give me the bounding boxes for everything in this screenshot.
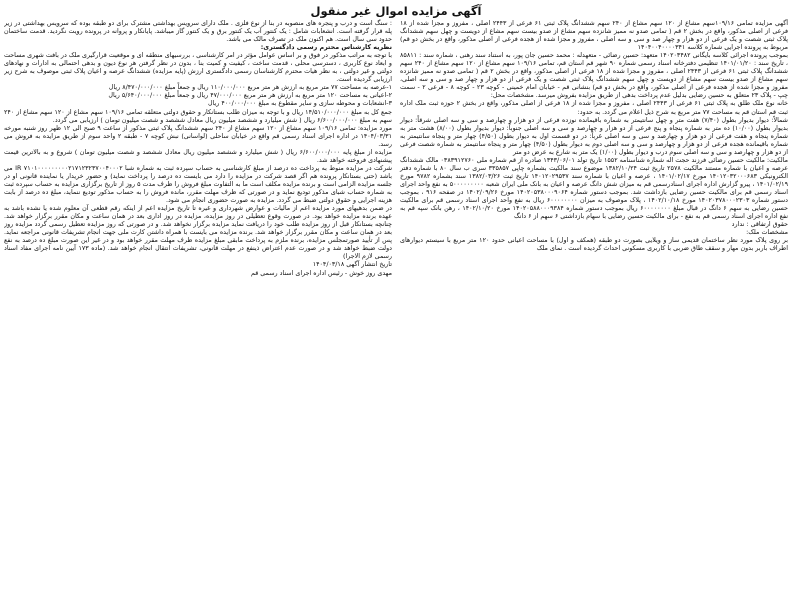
right-column-paragraph: بر روی پلاک مورد نظر ساختمان قدیمی ساز و ویلایی بصورت دو طبقه (همکف و اول) با مساحت اعیانی حدود ۱۲۰ متر مربع با سیستم دیوارهای اطراف باربر بدون مهار و سقف طاق ضربی با کاربری مسکونی احداث گردیده است . نمای ملک: [400, 237, 788, 253]
right-column-paragraph: شمالاً: دیوار بدیوار بطول (۷/۴۰) هفت متر و چهل سانتیمتر به شماره باقیمانده نوزده فرعی از دو هزار و چهارصد و سی و سه اصلی شرقاً: دیوار بدیوار بطول (۱۰/۰۰) ده متر به شماره پنجاه و پنج فرعی از دو هزار و چهارصد و سی و سه اصلی جنوباً: دیوار بدیوار بطول (۸/۰۰) هشت متر به شماره پنجاه و هفت فرعی از دو هزار و چهارصد و سی و سه اصلی غرباً: در دو قسمت اول به دیوار بطول (۴/۵۰) چهار متر و پنجاه سانتیمتر به شماره باقیمانده هجده فرعی از دو هزار و چهارصد و سی و سه اصلی دوم به دیوار بطول (۴/۵۰) چهار متر و پنجاه سانتیمتر به شماره شصت فرعی از دو هزار و چهارصد و سی و سه اصلی سوم درب و دیوار بطول (۱/۰۰) یک متر به شارع به عرض دو متر: [400, 116, 788, 156]
left-column-paragraph: ۲-اعیانی به مساحت ۱۲۰ متر مربع به ارزش هر متر مربع ۴۷/۰۰۰/۰۰۰ ریال و جمعاً مبلغ ۵/۶۴۰/۰۰۰/۰۰۰ ریال: [108, 92, 392, 100]
left-column-paragraph: در ضمن بدهیهای مورد مزایده اعم از مالیات و عوارض شهرداری و غیره تا تاریخ مزایده اعم از اینکه رقم قطعی آن معلوم شده یا نشده باشد به عهده برنده مزایده خواهد بود. در صورت وقوع تعطیلی در روز مزایده، مزایده در روز اداری بعد در همان ساعت و مکان مقرر برگزار خواهد شد. چنانچه بستانکار قبل از روز مزایده طلب خود را دریافت نماید مزایده برگزار نخواهد شد. و در صورتی که روز مزایده تعطیل رسمی گردد مزایده روز بعد در همان ساعت و مکان مقرر برگزار خواهد شد. برنده مزایده می بایست با همراه داشتن کارت ملی جهت انجام تشریفات قانونی مراجعه نماید. پس از تأیید صورتمجلس مزایده، برنده ملزم به پرداخت مابقی مبلغ مزایده ظرف مهلت مقرر خواهد بود و در غیر این صورت مبلغ ده درصد به نفع دولت ضبط خواهد شد و در صورت عدم اعتراض ذینفع در مهلت قانونی، تشریفات انتقال انجام خواهد شد. (ماده ۱۷۳ آیین نامه اجرای مفاد اسناد رسمی لازم الاجرا): [4, 205, 392, 261]
left-column-paragraph: تاریخ انتشار آگهی ۱۴۰۴/۰۳/۱۸: [312, 261, 392, 269]
left-column-paragraph: شرکت در مزایده منوط به پرداخت ده درصد از مبلغ کارشناسی به حساب سپرده ثبت به شماره شبا IR ۷۱۰۱۰۰۰۰۰۰۰۰۰۲۱۷۱۲۳۲۳۷۰۰۴۰۰۰۲ می باشد (حتی بستانکار پرونده هم اگر قصد شرکت در مزایده را دارد می بایست ده درصد را پرداخت نماید) و حضور خریدار یا نماینده قانونی او در جلسه مزایده الزامی است و برنده مزایده مکلف است ما به التفاوت مبلغ فروش را ظرف مدت ۵ روز از تاریخ برگزاری مزایده به حساب سپرده ثبت به شماره حساب شبای مذکور تودیع نماید و در صورتی که ظرف مهلت مقرر، مانده فروش را به حساب مذکور تودیع ننماید، مبلغ ده درصد از بابت هزینه اجرایی و حقوق دولتی ضبط می گردد. مزایده به صورت حضوری انجام می شود.: [4, 164, 393, 205]
left-column-paragraph: با توجه به مراتب مذکور در فوق و بر اساس عوامل مؤثر در امر کارشناسی ، بررسیهای منطقه ای و موقعیت قرارگیری ملک در بافت شهری مساحت و ابعاد نوع کاربری ، دسترسی محلی ، قدمت ساخت ، کیفیت و کمیت بنا ، بدون در نظر گرفتن هر نوع دیون و بدهی احتمالی به ادارات و نهادهای دولتی و غیر دولتی ، به نظر هیات محترم کارشناسان رسمی دادگستری ارزش (پایه مزایده) ششدانگ عرصه و اعیان پلاک ثبتی موصوف به شرح زیر ارزیابی گردیده است.: [4, 52, 392, 84]
left-column-paragraph: : سنگ است و درب و پنجره های منصوبه در بنا از نوع فلزی . ملک دارای سرویس بهداشتی مشترک برای دو طبقه بوده که سرویس بهداشتی در زیر پله قرار گرفته است. انشعابات شامل : یک کنتور آب یک کنتور برق و یک کنتور گاز میباشد. پایانکار و پروانه در پرونده رویت نگردید. قدمت ساختمان حدود سی سال است. هم اکنون ملک در تصرف مالک می باشد.: [4, 20, 392, 44]
notice-columns: [4, 20, 788, 279]
notice-title: آگهی مزایده اموال غیر منقول: [310, 4, 482, 18]
right-column-paragraph: خانه نوع ملک طلق به پلاک ثبتی ۶۱ فرعی از ۲۴۴۳ اصلی ، مفروز و مجزا شده از ۱۸ فرعی از اصلی مذکور، واقع در بخش ۲ حوزه ثبت ملک اداره ثبت قم استان قم به مساحت ۷۷ متر مربع به شرح ذیل اعلام می گردد. به حدود:: [400, 100, 788, 116]
right-column-paragraph: آگهی مزایده تمامی ۱۰۹/۱۶سهم مشاع از ۱۲۰ سهم مشاع از ۲۴۰ سهم ششدانگ پلاک ثبتی ۶۱ فرعی از ۲۴۴۳ اصلی ، مفروز و مجزا شده از ۱۸ فرعی از اصلی مذکور، واقع در بخش ۲ قم ( تمامی صدو نه ممیز شانزده سهم مشاع از صدو بیست سهم مشاع از دویست و چهل سهم ششدانگ پلاک ثبتی شصت و یک فرعی از دو هزار و چهار صد و سی و سه اصلی ، مفروز و مجزا شده از هجده فرعی از اصلی مذکور، واقع در بخش دو قم) مربوط به پرونده اجرایی شماره کلاسه ۱۴۰۴۰۰۴۰۰۰۰۳۴۱: [400, 20, 788, 52]
right-column-paragraph: بموجب پرونده اجرائی کلاسه بایگانی ۱۴۰۲۰۳۴۸۲ متعهد: حسین رضائی - متعهدله : محمد حسین جان پور، به استناد سند رهنی ، شماره سند : ۸۵۸۱۱ ، تاریخ سند : ۱۴۰۱/۰۱/۲۰ تنظیمی دفترخانه اسناد رسمی شماره ۹۰ شهر قم استان قم، تمامی ۱۰۹/۱۶ سهم مشاع از ۱۲۰ سهم مشاع از ۲۴۰ سهم ششدانگ پلاک ثبتی ۶۱ فرعی از ۲۴۴۳ اصلی ، مفروز و مجزا شده از ۱۸ فرعی از اصلی مذکور، واقع در بخش ۲ قم ( تمامی صدو نه ممیز شانزده سهم مشاع از صدو بیست سهم مشاع از دویست و چهل سهم ششدانگ پلاک ثبتی شصت و یک فرعی از دو هزار و چهار صد و سی و سه اصلی، مفروز و مجزا شده از هجده فرعی از اصلی مذکور، واقع در بخش دو قم) بنشانی قم - خیابان امام خمینی - کوچه ۲۳ - کوچه ۸ - فرعی ۲ - سمت چپ - پلاک ۲۳ متعلق به حسین رضایی بدلیل عدم پرداخت بدهی از طریق مزایده بفروش میرسد. مشخصات محل:: [400, 52, 788, 100]
right-column-paragraph: حقوق ارتفاقی : ندارد: [731, 221, 788, 229]
left-column-paragraph: ۱-عرصه به مساحت ۷۷ متر مربع به ارزش هر متر مربع ۱۱۰/۰۰۰/۰۰۰ ریال و جمعاً مبلغ ۸/۴۷۰/۰۰۰/۰۰۰ ریال: [108, 84, 392, 92]
right-column: [400, 20, 788, 279]
left-column-paragraph: مورد مزایده: تمامی ۱۰۹/۱۶ سهم مشاع از ۱۲۰ سهم مشاع از ۲۴۰ سهم ششدانگ پلاک ثبتی مذکور از ساعت ۹ صبح الی ۱۲ ظهر روز شنبه مورخه ۱۴۰۴/۰۳/۳۱ در اداره اجرای اسناد رسمی قم واقع در خیابان ساحلی (لواسانی) نبش کوچه ۷ - طبقه ۲ واحد سوم از طریق مزایده به فروش می رسد.: [4, 124, 392, 148]
left-column-paragraph: مزایده از مبلغ پایه ۶/۶۰۰/۰۰۰/۰۰۰ ریال ( شش میلیارد و ششصد میلیون ریال معادل ششصد و شصت میلیون تومان ) شروع و به بالاترین قیمت پیشنهادی فروخته خواهد شد.: [4, 148, 392, 164]
newspaper-notice: [4, 4, 788, 584]
right-column-paragraph: مشخصات ملک:: [746, 229, 788, 237]
left-column-paragraph: جمع کل به مبلغ ۱۴/۵۱۰/۰۰۰/۰۰۰ ریال و با توجه به میزان طلب بستانکار و حقوق دولتی متعلقه تمامی ۱۰۹/۱۶ سهم مشاع از ۱۲۰ سهم مشاع از ۲۴۰ سهم به مبلغ ۶/۶۰۰/۰۰۰/۰۰۰ ریال ( شش میلیارد و ششصد میلیون ریال معادل ششصد و شصت میلیون تومان ) ارزیابی می گردد.: [4, 108, 392, 124]
left-column: [4, 20, 392, 279]
signature-line: مهدی روز خوش - رئیس اداره اجرای اسناد رسمی قم: [250, 270, 392, 278]
right-column-paragraph: مالکیت: مالکیت حسین رضائی فرزند حجت اله شماره شناسنامه ۱۵۵۲ تاریخ تولد ۱۳۴۳/۰۶/۰۱ صادره از قم شماره ملی ۰۳۸۳۹۱۲۷۶۰ مالک ششدانگ عرصه و اعیان با شماره مستند مالکیت ۲۵۷۸ تاریخ ثبت ۱۳۸۲/۱۰/۲۴ موضوع سند مالکیت بشماره چاپی ۳۳۵۸۵۷ سری ب سال ۸۰ با شماره دفتر الکترونیکی ۱۴۰۱۲۰۳۲۰۰۰۶۸۳ مورخ ۱۴۰۱/۰۲/۱۷ ، عرصه و اعیان با شماره سند ۱۴۰۱۲۰۲۹۵۳۷ تاریخ ثبت ۱۳۸۲/۰۳/۲۶ سند بشماره ۹۷۸۲ مورخ ۱۴۰۱/۰۲/۱۹ ، پیرو گزارش اداره اجرای اسنادرسمی قم به میزان شش دانگ عرصه و اعیان به بانک ملی ایران شعبه ۵۰۰۰۰۰۰۰۰۰ به نفع واحد اجرای اسناد رسمی قم برای مالکیت حسین رضایی بازداشت شد. بموجب دستور شماره ۱۴۰۲۰۵۳۸۰۰۰۹۰۶۴ مورخ ۱۴۰۲/۰۹/۲۶ در صفحه ۹۱۶ ، بموجب دستور شماره ۱۴۰۲۰۳۷۸۰۰۰۲۳۰۳ مورخ ۱۴۰۲/۱۰/۱۸ ، پلاک موصوف به میزان ۶۰۰۰۰۰۰۰۰ ریال به نفع واحد اجرای اسناد رسمی قم برای مالکیت حسین رضایی به سهم ۶ دانگ در قبال مبلغ ۶۰۰۰۰۰۰۰۰ ریال بموجب دستور شماره ۱۴۰۲۰۵۸۸۰۰۰۹۳۸۴ مورخ ۱۴۰۲/۱۰/۲۰ ، رهن بانک سپه قم به نفع اداره اجرای اسناد رسمی قم به نفع - برای مالکیت حسین رضایی با سهام بازداشتی ۶ سهم از ۶ دانگ: [400, 156, 788, 221]
left-column-heading: نظریه کارشناس محترم رسمی دادگستری:: [260, 44, 392, 52]
left-column-paragraph: ۳-انشعابات و محوطه سازی و سایر مقطوع به مبلغ ۴۰۰/۰۰۰/۰۰۰ ریال: [207, 100, 392, 108]
